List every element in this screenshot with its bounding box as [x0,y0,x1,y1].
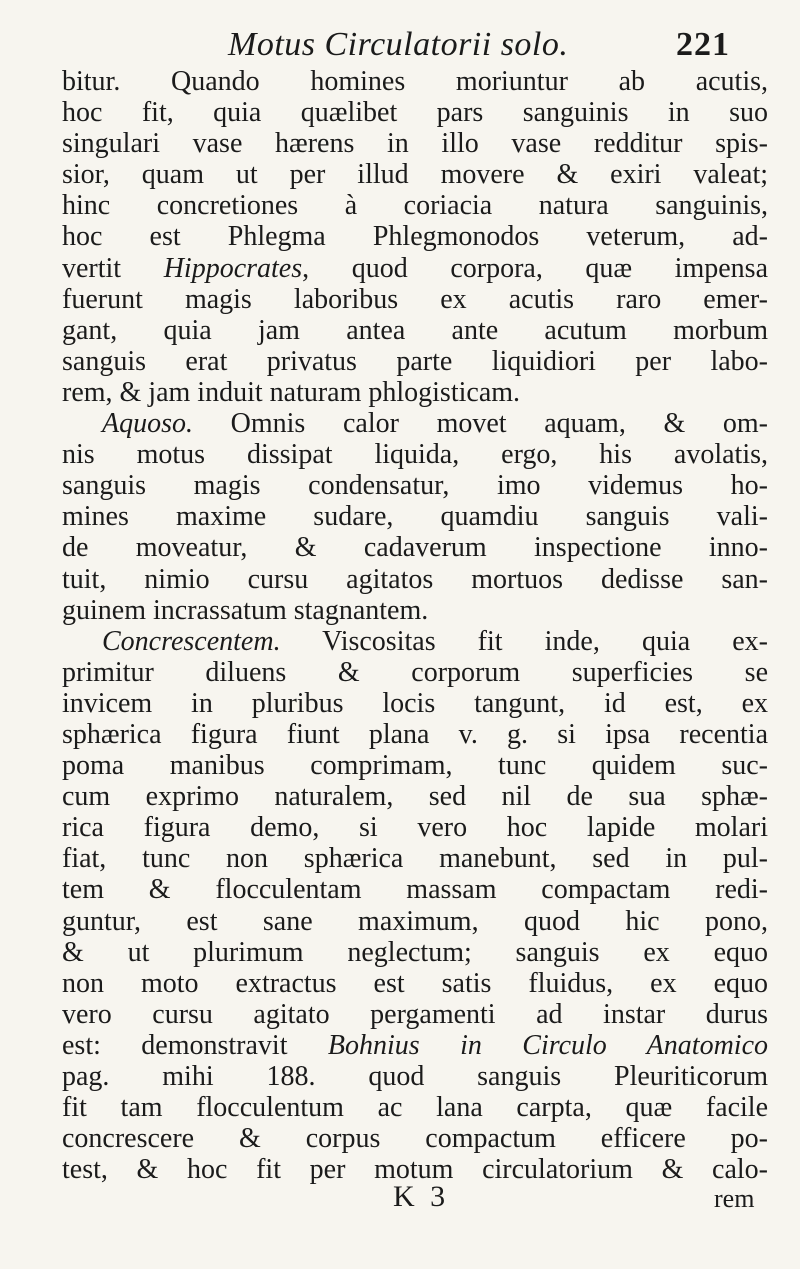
italic-text-segment: Aquoso. [102,408,193,440]
text-segment: fit tam flocculentum ac lana carpta, quæ facile [62,1092,768,1124]
text-line [62,221,768,252]
text-line [62,532,768,563]
text-segment: concrescere & corpus compactum efficere po- [62,1123,768,1155]
text-line [62,657,768,688]
body-text [62,66,768,1185]
text-line [62,253,768,284]
text-line [62,346,768,377]
text-segment: bitur. Quando homines moriuntur ab acutis, [62,66,768,97]
text-segment: nis motus dissipat liquida, ergo, his avolatis, [62,439,768,471]
text-segment: guntur, est sane maximum, quod hic pono, [62,905,768,937]
text-line [62,315,768,346]
text-segment: fiat, tunc non sphærica manebunt, sed in pul- [62,843,768,875]
text-segment: vero cursu agitato pergamenti ad instar durus [62,998,768,1030]
text-line [62,501,768,532]
text-line [62,66,768,97]
text-segment: hoc est Phlegma Phlegmonodos veterum, ad- [62,221,768,253]
text-segment: Omnis calor movet aquam, & om- [193,408,768,440]
text-segment: gant, quia jam antea ante acutum morbum [62,314,768,346]
text-line [62,719,768,750]
page-number: 221 [676,26,730,63]
text-segment: hoc fit, quia quælibet pars sanguinis in suo [62,97,768,129]
text-segment: pag. mihi 188. quod sanguis Pleuriticorum [62,1061,768,1092]
text-line [62,97,768,128]
text-segment: guinem incrassatum stagnantem. [62,594,429,626]
text-segment: rica figura demo, si vero hoc lapide molari [62,812,768,844]
text-line [62,906,768,937]
text-line [62,128,768,159]
text-segment: singulari vase hærens in illo vase redditur spis- [62,128,768,160]
text-segment: & ut plurimum neglectum; sanguis ex equo [62,936,768,968]
text-segment: tem & flocculentam massam compactam redi- [62,874,768,906]
text-line [62,937,768,968]
text-segment: sanguis erat privatus parte liquidiori per labo- [62,345,768,377]
text-segment: tuit, nimio cursu agitatos mortuos dedisse san- [62,563,768,595]
text-line [62,564,768,595]
text-line [62,190,768,221]
text-line [62,284,768,315]
text-segment: sanguis magis condensatur, imo videmus ho- [62,470,768,502]
text-segment: sior, quam ut per illud movere & exiri valeat; [62,159,768,191]
text-segment: sphærica figura fiunt plana v. g. si ipsa recentia [62,718,768,750]
text-segment: non moto extractus est satis fluidus, ex equo [62,967,768,999]
text-line [62,781,768,812]
text-line [62,470,768,501]
text-segment: Viscositas fit inde, quia ex- [280,625,768,657]
text-line [62,843,768,874]
text-line [62,812,768,843]
text-line [62,688,768,719]
text-segment: hinc concretiones à coriacia natura sanguinis, [62,190,768,222]
text-line [62,595,768,626]
text-segment: test, & hoc fit per motum circulatorium & calo- [62,1154,768,1186]
text-segment: rem, & jam induit naturam phlogisticam. [62,376,521,408]
italic-text-segment: Bohnius in Circulo Anatomico [327,1029,768,1061]
text-line [62,999,768,1030]
text-line [62,626,768,657]
text-segment: cum exprimo naturalem, sed nil de sua sphæ- [62,781,768,813]
text-line [62,750,768,781]
page-footer [0,1180,800,1220]
text-line [62,1030,768,1061]
text-line [62,377,768,408]
running-title: Motus Circulatorii solo. [228,26,569,63]
italic-text-segment: Hippocrates [163,252,303,284]
text-segment: vertit [62,252,164,284]
signature-mark: K 3 [393,1180,450,1213]
text-line [62,1123,768,1154]
text-line [62,439,768,470]
text-segment: fuerunt magis laboribus ex acutis raro emer- [62,283,768,315]
text-line [62,1061,768,1092]
text-line [62,408,768,439]
text-line [62,968,768,999]
catchword: rem [714,1184,755,1213]
text-segment: poma manibus comprimam, tunc quidem suc- [62,750,768,782]
text-segment: primitur diluens & corporum superficies se [62,656,768,688]
text-segment: mines maxime sudare, quamdiu sanguis vali- [62,501,768,533]
text-segment: invicem in pluribus locis tangunt, id est, ex [62,687,768,719]
text-segment: de moveatur, & cadaverum inspectione inno- [62,532,768,564]
text-segment: , quod corpora, quæ impensa [302,252,768,284]
text-line [62,874,768,905]
page-header [0,12,800,66]
text-line [62,159,768,190]
italic-text-segment: Concrescentem. [102,625,281,657]
text-line [62,1092,768,1123]
text-segment: est: demonstravit [62,1029,328,1061]
